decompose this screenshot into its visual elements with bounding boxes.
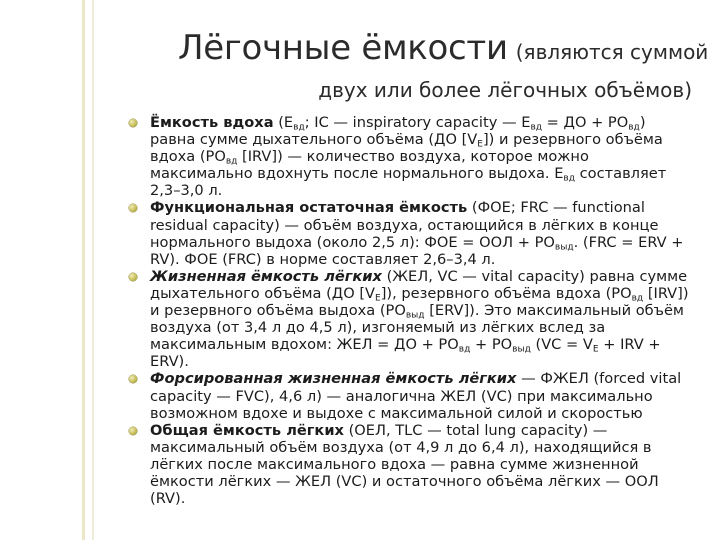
list-item-inspiratory-capacity bbox=[124, 114, 694, 199]
text: ]), резервного объёма вдоха (РО bbox=[380, 284, 632, 302]
text: (VC = V bbox=[530, 336, 593, 354]
bullet-list bbox=[124, 114, 694, 507]
title-subtitle-part2: двух или более лёгочных объёмов) bbox=[318, 78, 692, 102]
list-item-total-lung-capacity bbox=[124, 422, 694, 507]
bullet-icon bbox=[129, 119, 137, 127]
decorative-rule bbox=[82, 0, 85, 540]
term: Форсированная жизненная ёмкость лёгких bbox=[150, 370, 517, 388]
bullet-icon bbox=[129, 273, 137, 281]
bullet-icon bbox=[129, 204, 137, 212]
text: + IRV + ERV). bbox=[150, 336, 661, 371]
bullet-icon bbox=[129, 375, 137, 383]
text: [ERV]). Это максимальный объём воздуха (от 3,4 л до 4,5 л), изгоняемый из лёгких вслед за максимальным вдохом: ЖЕЛ = ДО + РО bbox=[150, 302, 684, 354]
subscript: выд bbox=[405, 310, 425, 321]
title-main: Лёгочные ёмкости bbox=[178, 28, 508, 68]
text: (Е bbox=[273, 114, 294, 131]
subscript: вд bbox=[458, 344, 471, 355]
text: — ФЖЕЛ (forced vital capacity — FVC), 4,6 л) — аналогична ЖЕЛ (VC) при максимально возможном вдохе и выдохе с максимальной силой и скоростью bbox=[150, 370, 682, 422]
text: ; IC — inspiratory capacity — Е bbox=[304, 114, 531, 131]
text: [IRV]) и резервного объёма выдоха (РО bbox=[150, 284, 689, 320]
subscript: E bbox=[375, 293, 381, 304]
text: ) равна сумме дыхательного объёма (ДО [V bbox=[150, 114, 646, 149]
text: = ДО + РО bbox=[542, 114, 629, 131]
subscript: вд bbox=[563, 173, 576, 184]
list-item-vital-capacity bbox=[124, 268, 694, 371]
bullet-icon bbox=[129, 427, 137, 435]
subscript: вд bbox=[631, 293, 644, 304]
text: . (FRC = ERV + RV). ФОЕ (FRC) в норме составляет 2,6–3,4 л. bbox=[150, 233, 684, 268]
slide-title bbox=[178, 28, 708, 68]
subscript: E bbox=[592, 344, 599, 355]
subscript: выд bbox=[554, 241, 574, 252]
list-item-functional-residual-capacity bbox=[124, 199, 694, 267]
subscript: E bbox=[477, 139, 483, 150]
subscript: вд bbox=[225, 156, 238, 167]
subscript: вд bbox=[293, 122, 305, 133]
text: ]) и резервного объёма вдоха (РО bbox=[150, 131, 663, 166]
text: составляет 2,3–3,0 л. bbox=[150, 165, 667, 200]
text: + РО bbox=[470, 336, 513, 354]
term: Жизненная ёмкость лёгких bbox=[150, 267, 382, 285]
text: (ОЕЛ, TLC — total lung capacity) — максимальный объём воздуха (от 4,9 л до 6,4 л), находящийся в лёгких после максимального вдоха — равна сумме жизненной ёмкости лёгких — ЖЕЛ (VC) и остаточного объёма лёгких — ООЛ (RV). bbox=[150, 421, 659, 508]
subscript: выд bbox=[512, 344, 531, 355]
subscript: вд bbox=[530, 122, 543, 133]
text: [IRV]) — количество воздуха, которое можно максимально вдохнуть после нормального выдоха. Е bbox=[150, 148, 589, 183]
subscript: вд bbox=[628, 122, 640, 133]
text: (ФОЕ; FRC — functional residual capacity) — объём воздуха, остающийся в лёгких в конце нормального выдоха (около 2,5 л): ФОЕ = ООЛ + РО bbox=[150, 199, 659, 251]
list-item-forced-vital-capacity bbox=[124, 370, 694, 421]
term: Функциональная остаточная ёмкость bbox=[150, 199, 468, 217]
term: Общая ёмкость лёгких bbox=[150, 421, 344, 439]
text: (ЖЕЛ, VC — vital capacity) равна сумме дыхательного объёма (ДО [V bbox=[150, 267, 688, 302]
title-subtitle-part1: (являются суммой bbox=[515, 40, 709, 64]
decorative-rule bbox=[92, 0, 94, 540]
term: Ёмкость вдоха bbox=[150, 114, 274, 131]
